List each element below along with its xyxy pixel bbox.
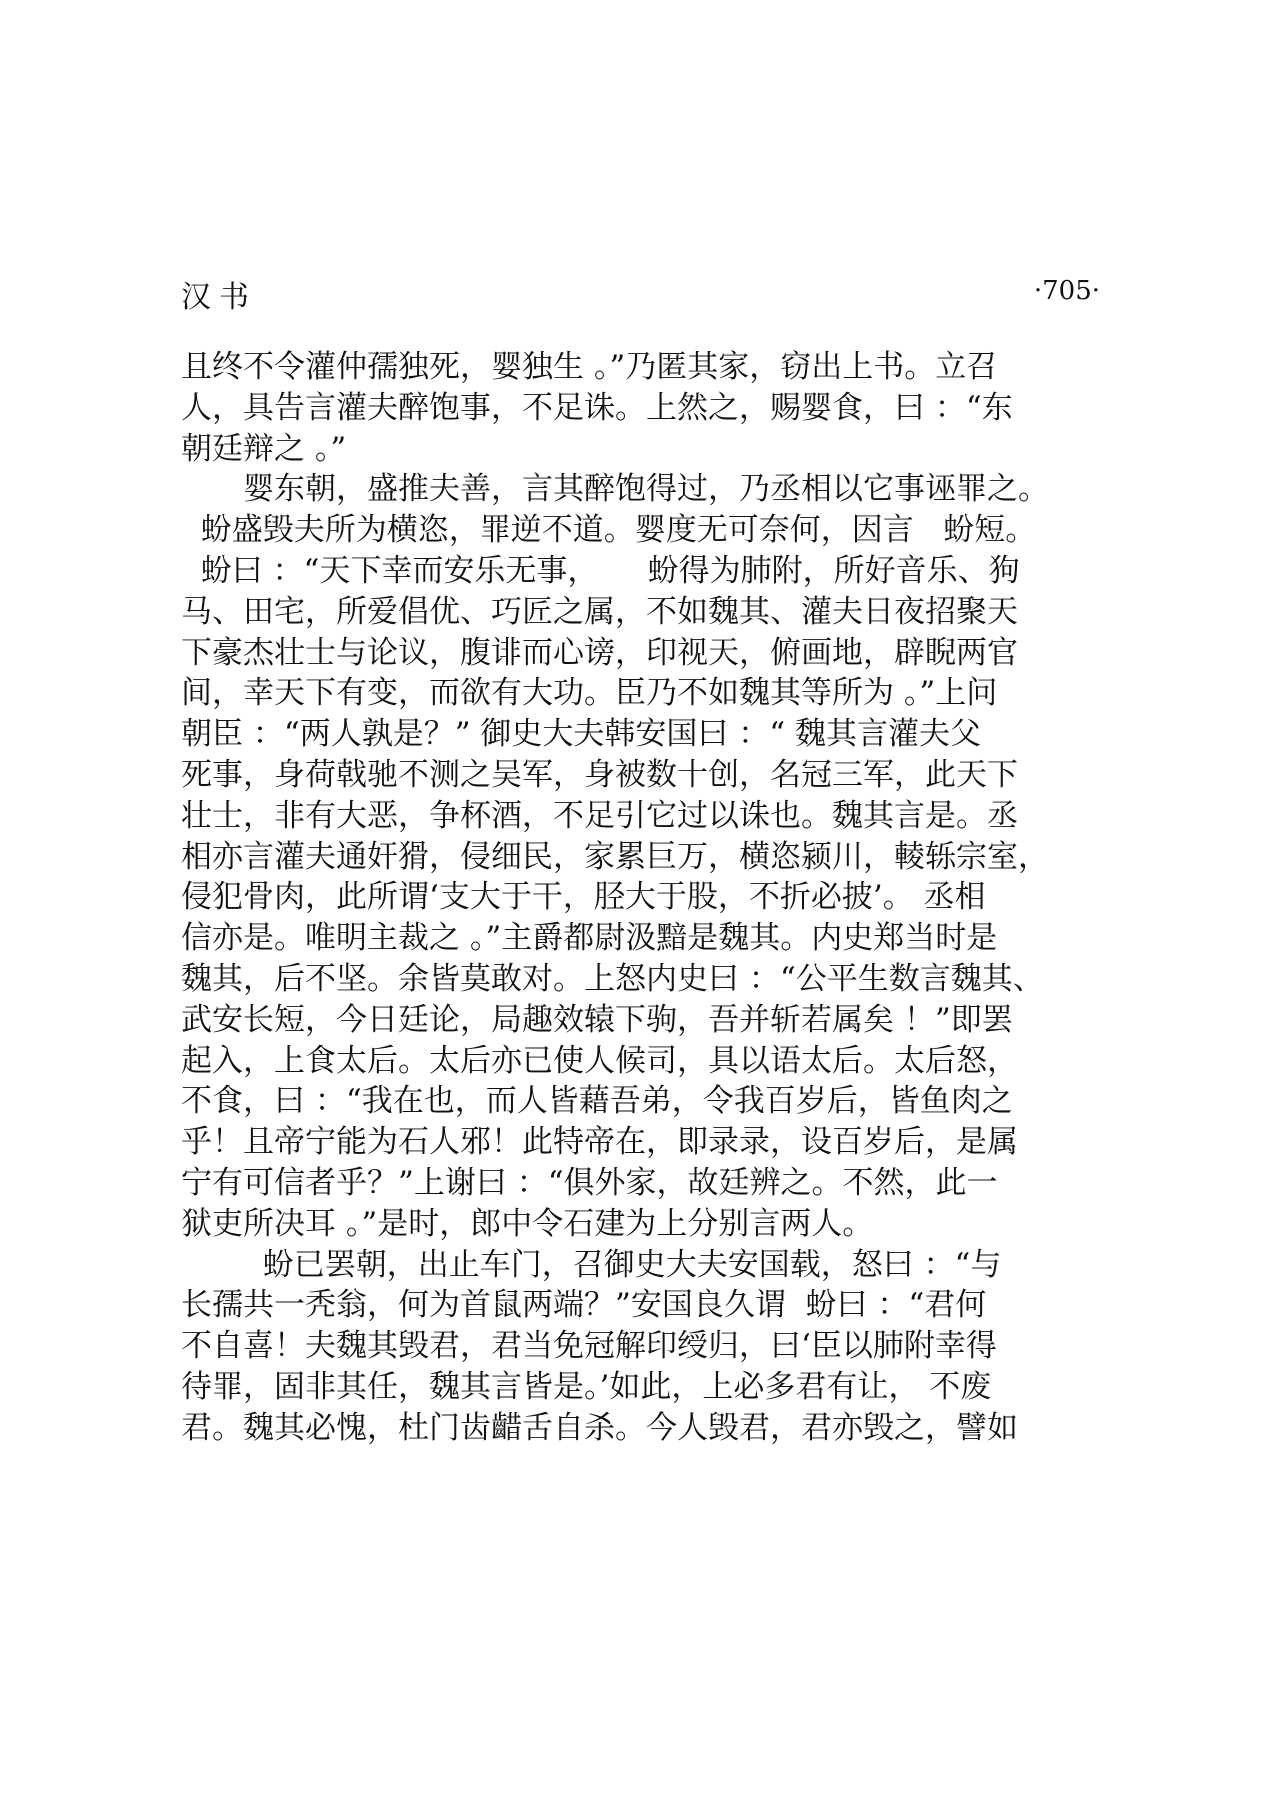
text-line: 长孺共一秃翁，何为首鼠两端？”安国良久谓 蚡曰 ：“君何: [181, 1287, 987, 1324]
text-line: 信亦是。唯明主裁之 。”主爵都尉汲黯是魏其。内史郑当时是: [181, 920, 998, 957]
text-line: 朝廷辩之 。”: [181, 430, 347, 467]
text-line: 朝臣 ：“两人孰是？” 御史大夫韩安国曰 ：“ 魏其言灌夫父: [181, 716, 981, 753]
text-line: 蚡盛毁夫所为横恣，罪逆不道。婴度无可奈何，因言 蚡短。: [181, 512, 1037, 549]
text-line: 起入，上食太后。太后亦已使人候司，具以语太后。太后怒，: [181, 1042, 1018, 1079]
text-line: 相亦言灌夫通奸猾，侵细民，家累巨万，横恣颍川，輘轹宗室，: [181, 838, 1049, 875]
text-line: 君。魏其必愧，杜门齿齰舌自杀。今人毁君，君亦毁之，譬如: [181, 1409, 1018, 1446]
text-line: 狱吏所决耳 。”是时，郎中令石建为上分别言两人。: [181, 1205, 874, 1242]
text-line: 蚡曰 ：“天下幸而安乐无事， 蚡得为肺附，所好音乐、狗: [181, 552, 1020, 589]
text-line: 人，具告言灌夫醉饱事，不足诛。上然之，赐婴食，曰 ：“东: [181, 389, 1013, 426]
book-title: 汉书: [181, 280, 257, 315]
text-line: 壮士，非有大恶，争杯酒，不足引它过以诛也。魏其言是。丞: [181, 797, 1018, 834]
page-number: ·705·: [1033, 276, 1100, 306]
text-line: 乎！且帝宁能为石人邪！此特帝在，即录录，设百岁后，是属: [181, 1124, 1018, 1161]
text-line: 不自喜！夫魏其毁君，君当免冠解印绶归，曰‘臣以肺附幸得: [181, 1328, 997, 1365]
text-line: 侵犯骨肉，此所谓‘支大于干，胫大于股，不折必披’。 丞相: [181, 879, 986, 916]
text-line: 宁有可信者乎？”上谢曰 ：“俱外家，故廷辨之。不然，此一: [181, 1164, 998, 1201]
text-line: 间，幸天下有变，而欲有大功。臣乃不如魏其等所为 。”上问: [181, 675, 998, 712]
text-line: 魏其，后不坚。余皆莫敢对。上怒内史曰 ：“公平生数言魏其、: [181, 960, 1044, 997]
text-line: 婴东朝，盛推夫善，言其醉饱得过，乃丞相以它事诬罪之。: [181, 471, 1049, 508]
text-line: 马、田宅，所爱倡优、巧匠之属，不如魏其、灌夫日夜招聚天: [181, 593, 1018, 630]
text-line: 待罪，固非其任，魏其言皆是。’如此，上必多君有让， 不废: [181, 1368, 992, 1405]
text-line: 下豪杰壮士与论议，腹诽而心谤，印视天，俯画地，辟睨两官: [181, 634, 1018, 671]
text-line: 蚡已罢朝，出止车门，召御史大夫安国载，怒曰 ：“与: [181, 1246, 1002, 1283]
text-line: 且终不令灌仲孺独死，婴独生 。”乃匿其家，窃出上书。立召: [181, 349, 998, 385]
text-line: 武安长短，今日廷论，局趣效辕下驹，吾并斩若属矣 ！”即罢: [181, 1001, 1013, 1038]
body-text: [181, 347, 1101, 1449]
text-line: 不食，曰 ：“我在也，而人皆藉吾弟，令我百岁后，皆鱼肉之: [181, 1083, 1013, 1120]
text-line: 死事，身荷戟驰不测之吴军，身被数十创，名冠三军，此天下: [181, 756, 1018, 793]
